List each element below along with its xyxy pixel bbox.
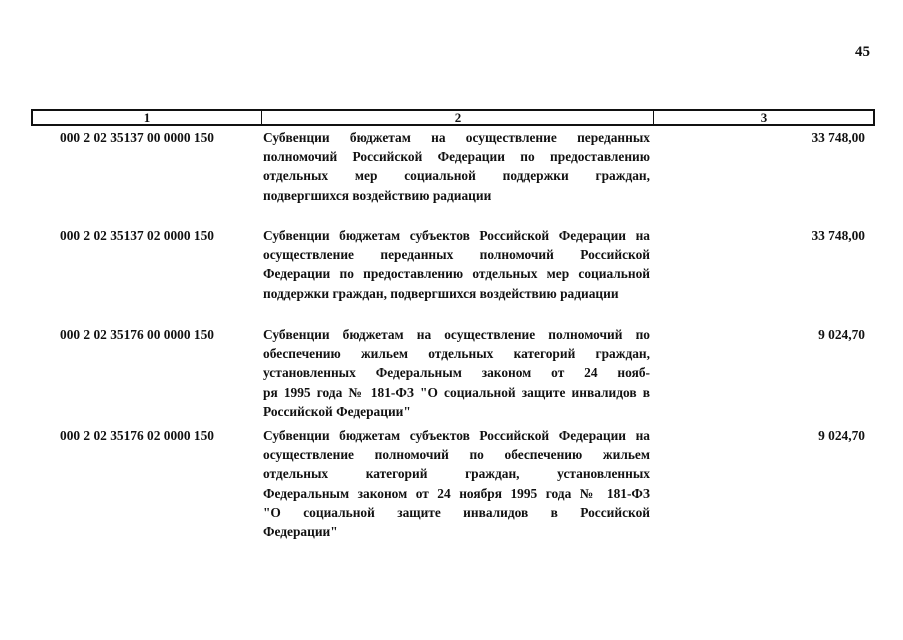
description-line: Субвенции бюджетам на осуществление полномочий по (263, 327, 650, 342)
description-line: Федерации по предоставлению отдельных мер социальной (263, 266, 650, 282)
amount: 9 024,70 (818, 327, 865, 342)
description-line: отдельных категорий граждан, установленных (263, 466, 650, 482)
table-header (31, 109, 875, 126)
description-line: Субвенции бюджетам субъектов Российской Федерации на (263, 228, 650, 243)
description-line: обеспечению жильем отдельных категорий граждан, (263, 346, 650, 362)
description-line: Субвенции бюджетам субъектов Российской Федерации на (263, 428, 650, 443)
amount: 33 748,00 (811, 130, 865, 145)
description-line: Федеральным законом от 24 ноября 1995 года № 181-ФЗ (263, 485, 650, 501)
description-line: Российской Федерации" (263, 403, 411, 419)
budget-code: 000 2 02 35176 00 0000 150 (60, 327, 214, 342)
description-line: полномочий Российской Федерации по предоставлению (263, 149, 650, 165)
row-description (263, 128, 650, 205)
description-line: осуществление переданных полномочий Российской (263, 247, 650, 263)
description-line: Федерации" (263, 524, 338, 540)
budget-code: 000 2 02 35137 02 0000 150 (60, 228, 214, 243)
budget-code: 000 2 02 35137 00 0000 150 (60, 130, 214, 145)
row-description (263, 226, 650, 303)
amount: 33 748,00 (811, 228, 865, 243)
description-line: установленных Федеральным законом от 24 нояб- (263, 365, 650, 381)
page-number: 45 (855, 44, 870, 60)
description-line: Субвенции бюджетам на осуществление переданных (263, 130, 650, 145)
row-description (263, 325, 650, 421)
description-line: ря 1995 года № 181-ФЗ "О социальной защите инвалидов в (263, 384, 650, 400)
column-header-2: 2 (261, 111, 654, 124)
description-line: подвергшихся воздействию радиации (263, 187, 492, 203)
column-header-1: 1 (143, 110, 151, 125)
description-line: осуществление полномочий по обеспечению жильем (263, 447, 650, 463)
description-line: поддержки граждан, подвергшихся воздействию радиации (263, 285, 619, 301)
description-line: отдельных мер социальной поддержки граждан, (263, 168, 650, 184)
row-description (263, 426, 650, 541)
amount: 9 024,70 (818, 428, 865, 443)
budget-code: 000 2 02 35176 02 0000 150 (60, 428, 214, 443)
column-header-3: 3 (653, 111, 874, 124)
description-line: "О социальной защите инвалидов в Российской (263, 504, 650, 520)
